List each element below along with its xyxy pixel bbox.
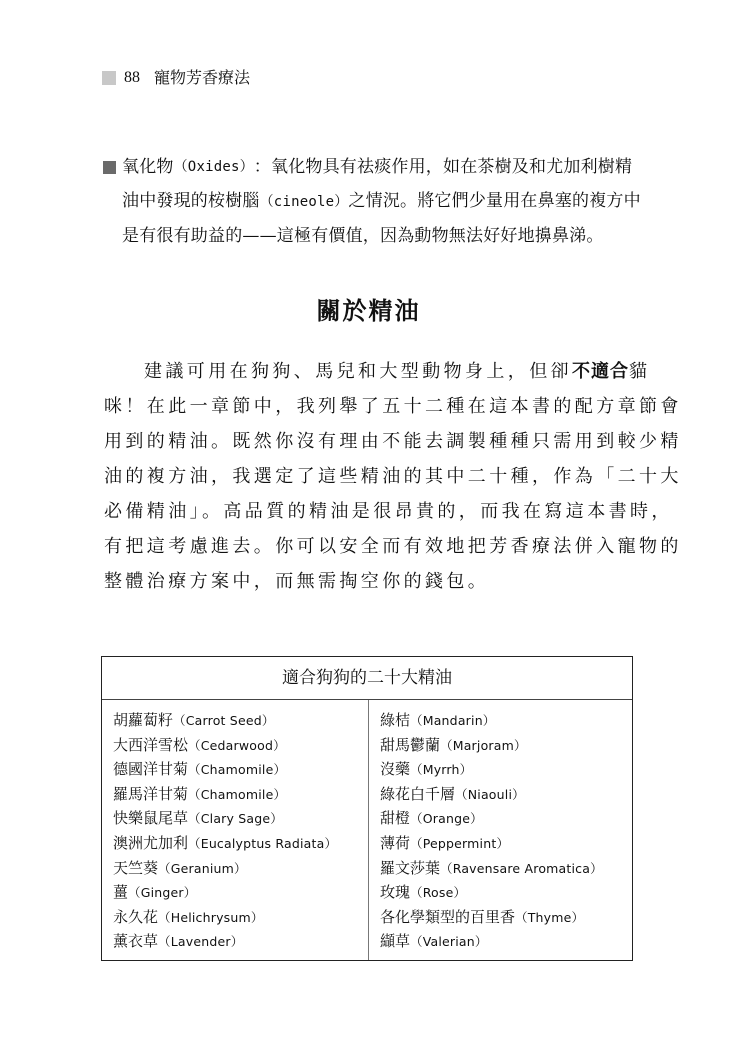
oxides-bullet [103,150,641,253]
oil-item [113,856,368,881]
oil-chinese-name: 綠桔 [380,711,411,729]
oil-chinese-name: 胡蘿蔔籽 [113,711,174,729]
oil-chinese-name: 沒藥 [380,760,411,779]
oil-item [113,831,368,856]
oil-chinese-name: 各化學類型的百里香 [380,907,516,926]
oil-english-name: （Marjoram） [440,737,527,753]
book-title: 寵物芳香療法 [154,68,251,87]
oil-chinese-name: 玫瑰 [380,883,411,902]
oil-item [380,708,632,733]
oil-english-name: （Rose） [410,885,467,901]
bullet-line-2-latin: （cineole） [259,194,349,210]
oil-chinese-name: 永久花 [113,907,159,926]
oil-chinese-name: 薄荷 [380,833,411,852]
oil-list-left [102,700,369,960]
oil-english-name: （Cedarwood） [188,737,286,753]
oil-item [380,733,632,758]
oil-item [380,856,632,881]
section-title: 關於精油 [316,296,421,325]
oil-item [113,880,368,905]
oil-english-name: （Valerian） [410,934,488,950]
oil-english-name: （Niaouli） [455,786,525,802]
table-title: 適合狗狗的二十大精油 [102,657,632,700]
bullet-line-2 [103,184,641,219]
paragraph-line: 油的複方油，我選定了這些精油的其中二十種，作為「二十大 [104,466,682,487]
header-square-marker [102,71,116,85]
oil-english-name: （Lavender） [158,934,244,950]
running-header [102,68,250,88]
oil-english-name: （Clary Sage） [188,811,284,827]
paragraph-line [104,354,651,389]
bullet-term-latin: （Oxides） [173,159,254,175]
oil-english-name: （Myrrh） [410,762,473,778]
oil-chinese-name: 快樂鼠尾草 [113,809,189,828]
paragraph-line: 必備精油」。高品質的精油是很昂貴的，而我在寫這本書時， [104,501,673,522]
oil-chinese-name: 綠花白千層 [380,784,456,803]
oil-list-right [369,700,632,960]
oil-item [113,782,368,807]
paragraph-line: 有把這考慮進去。你可以安全而有效地把芳香療法併入寵物的 [104,536,682,557]
oil-item [380,806,632,831]
oil-english-name: （Ginger） [128,885,197,901]
oil-item [113,905,368,930]
oil-chinese-name: 德國洋甘菊 [113,760,189,779]
oil-item [380,905,632,930]
bullet-line-2-after: 之情況。將它們少量用在鼻塞的複方中 [348,191,641,211]
oil-item [113,757,368,782]
bullet-square-icon [103,150,122,184]
oil-item [113,708,368,733]
paragraph-line: 咪！在此一章節中，我列舉了五十二種在這本書的配方章節會 [104,396,682,417]
oil-english-name: （Chamomile） [188,762,287,778]
bullet-line-1 [103,150,636,184]
oil-english-name: （Geranium） [158,860,247,876]
paragraph-line: 用到的精油。既然你沒有理由不能去調製種種只需用到較少精 [104,431,682,452]
oil-chinese-name: 澳洲尤加利 [113,833,189,852]
paragraph-line: 整體治療方案中，而無需掏空你的錢包。 [104,571,490,592]
oil-english-name: （Eucalyptus Radiata） [188,835,338,851]
bullet-line-2-before: 油中發現的桉樹腦 [122,191,260,211]
oil-item [380,831,632,856]
oil-english-name: （Chamomile） [188,786,287,802]
oil-english-name: （Ravensare Aromatica） [440,860,603,876]
paragraph-emphasis: 不適合 [572,361,629,382]
bullet-term: 氧化物 [122,157,174,177]
page-number: 88 [124,69,140,86]
oil-english-name: （Mandarin） [410,713,496,728]
oil-item [380,929,632,954]
oil-item [113,806,368,831]
oil-chinese-name: 羅馬洋甘菊 [113,784,189,803]
oil-item [113,929,368,954]
oil-item [380,880,632,905]
oil-chinese-name: 甜橙 [380,809,411,828]
oil-english-name: （Helichrysum） [158,909,264,925]
paragraph-line-1-after: 貓 [629,361,651,382]
dog-oils-table [101,656,633,961]
oil-chinese-name: 薑 [113,883,129,902]
bullet-line-3-text: 是有很有助益的——這極有價值，因為動物無法好好地擤鼻涕。 [122,226,604,246]
paragraph-line-1-before: 建議可用在狗狗、馬兒和大型動物身上，但卻 [144,361,572,382]
oil-chinese-name: 天竺葵 [113,858,159,877]
oil-item [380,782,632,807]
oil-chinese-name: 大西洋雪松 [113,735,189,754]
oil-english-name: （Orange） [410,811,483,827]
oil-chinese-name: 纈草 [380,932,411,951]
table-body [102,700,632,960]
oil-item [380,757,632,782]
oil-chinese-name: 羅文莎葉 [380,858,441,877]
oil-english-name: （Peppermint） [410,835,510,851]
oil-chinese-name: 薰衣草 [113,932,159,951]
essential-oils-paragraph [104,354,682,599]
bullet-line-1-text: ：氧化物具有祛痰作用，如在茶樹及和尤加利樹精 [253,157,633,177]
oil-chinese-name: 甜馬鬱蘭 [380,735,441,754]
oil-english-name: （Carrot Seed） [173,713,275,728]
oil-english-name: （Thyme） [515,909,585,925]
oil-item [113,733,368,758]
bullet-line-3 [103,219,636,253]
